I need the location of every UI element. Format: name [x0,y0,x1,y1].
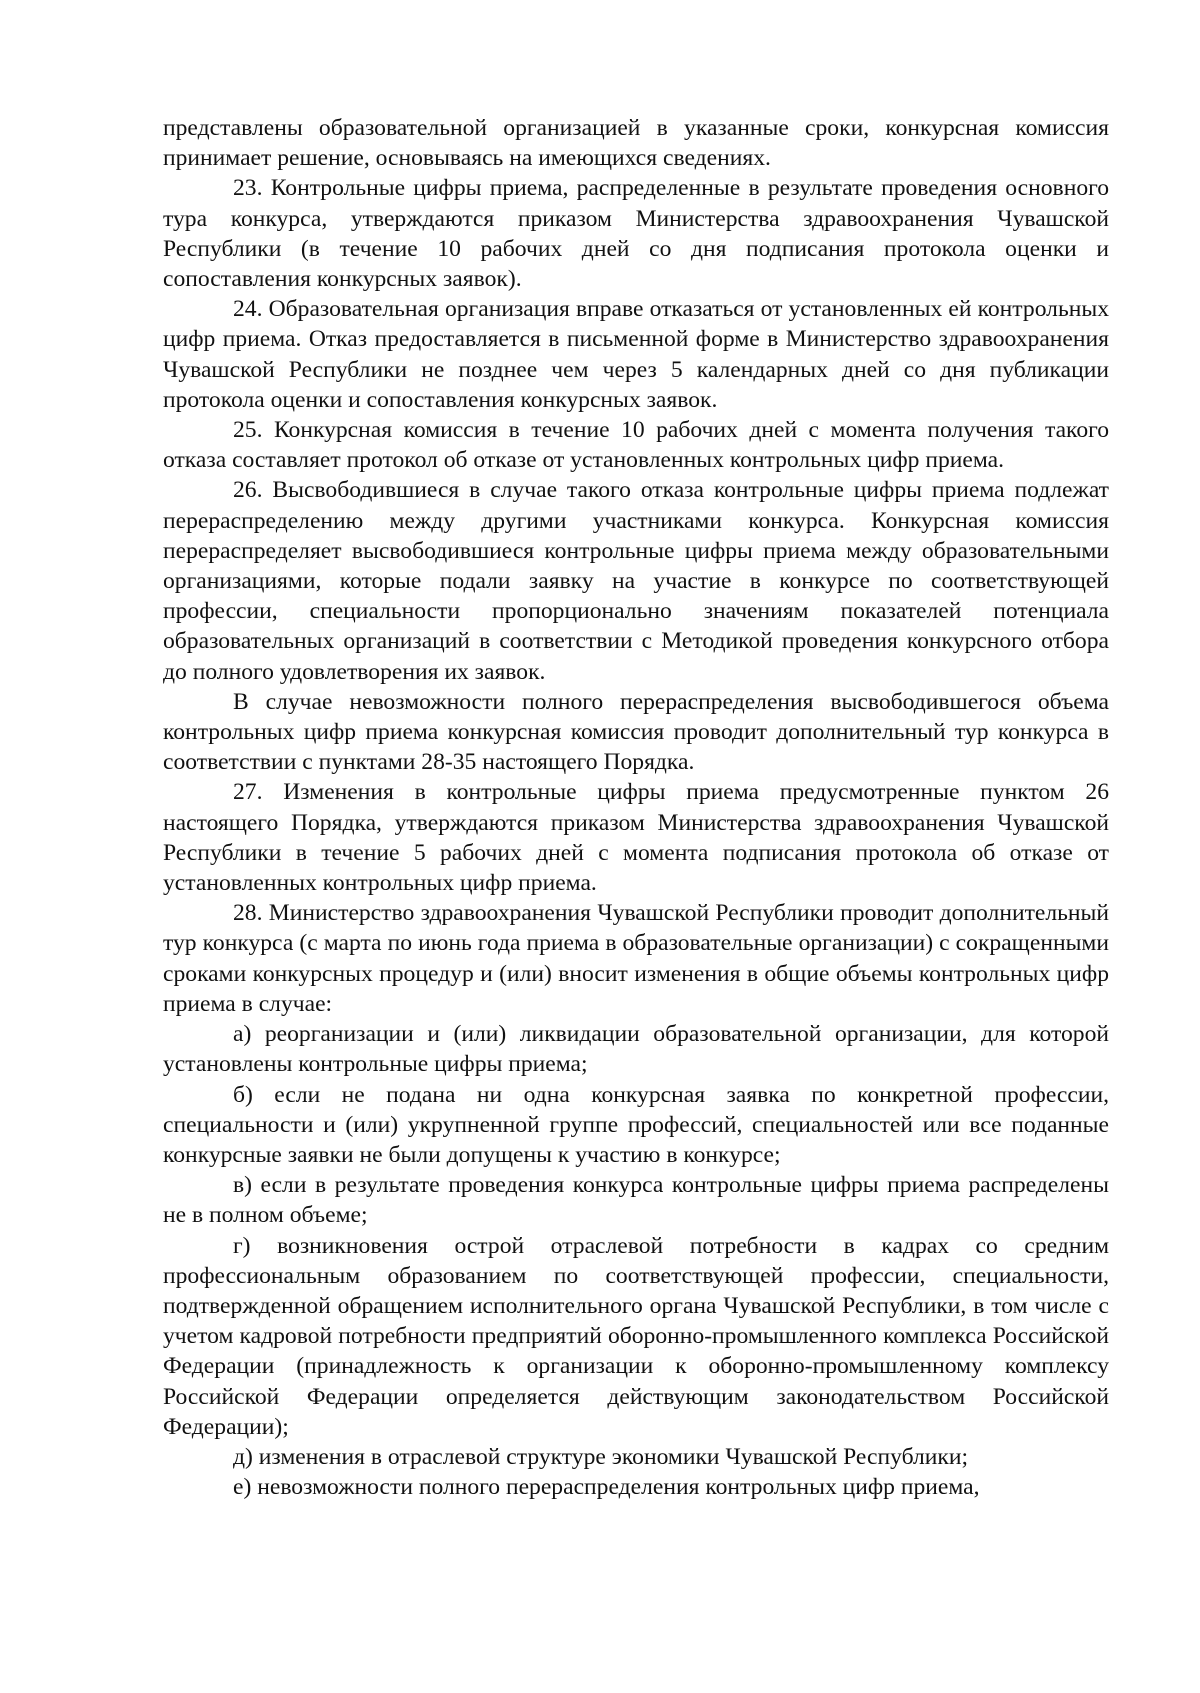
paragraph-item-26: 26. Высвободившиеся в случае такого отказа контрольные цифры приема подлежат перераспределению между другими участниками конкурса. Конкурсная комиссия перераспределяет высвободившиеся контрольные цифры приема между образовательными организациями, которые подали заявку на участие в конкурсе по соответствующей профессии, специальности пропорционально значениям показателей потенциала образовательных организаций в соответствии с Методикой проведения конкурсного отбора до полного удовлетворения их заявок. [163,477,1109,685]
paragraph-subitem-v: в) если в результате проведения конкурса контрольные цифры приема распределены не в полном объеме; [163,1172,1109,1229]
paragraph-item-24: 24. Образовательная организация вправе отказаться от установленных ей контрольных цифр приема. Отказ предоставляется в письменной форме в Министерство здравоохранения Чувашской Республики не позднее чем через 5 календарных дней со дня публикации протокола оценки и сопоставления конкурсных заявок. [163,296,1109,413]
paragraph-item-23: 23. Контрольные цифры приема, распределенные в результате проведения основного тура конкурса, утверждаются приказом Министерства здравоохранения Чувашской Республики (в течение 10 рабочих дней со дня подписания протокола оценки и сопоставления конкурсных заявок). [163,175,1109,293]
paragraph-continuation: представлены образовательной организацией в указанные сроки, конкурсная комиссия принимает решение, основываясь на имеющихся сведениях. [163,115,1109,172]
paragraph-subitem-b: б) если не подана ни одна конкурсная заявка по конкретной профессии, специальности и (или) укрупненной группе профессий, специальностей или все поданные конкурсные заявки не были допущены к участию в конкурсе; [163,1081,1109,1168]
paragraph-subitem-a: а) реорганизации и (или) ликвидации образовательной организации, для которой установлены контрольные цифры приема; [163,1021,1109,1078]
paragraph-subitem-g: г) возникновения острой отраслевой потребности в кадрах со средним профессиональным образованием по соответствующей профессии, специальности, подтвержденной обращением исполнительного органа Чувашской Республики, в том числе с учетом кадровой потребности предприятий оборонно-промышленного комплекса Российской Федерации (принадлежность к организации к оборонно-промышленному комплексу Российской Федерации определяется действующим законодательством Российской Федерации); [163,1232,1109,1440]
paragraph-item-26-continued: В случае невозможности полного перераспределения высвободившегося объема контрольных цифр приема конкурсная комиссия проводит дополнительный тур конкурса в соответствии с пунктами 28-35 настоящего Порядка. [163,688,1109,776]
paragraph-item-28: 28. Министерство здравоохранения Чувашской Республики проводит дополнительный тур конкурса (с марта по июнь года приема в образовательные организации) с сокращенными сроками конкурсных процедур и (или) вносит изменения в общие объемы контрольных цифр приема в случае: [163,900,1109,1017]
paragraph-subitem-d: д) изменения в отраслевой структуре экономики Чувашской Республики; [233,1443,969,1470]
paragraph-item-25: 25. Конкурсная комиссия в течение 10 рабочих дней с момента получения такого отказа составляет протокол об отказе от установленных контрольных цифр приема. [163,417,1109,474]
paragraph-subitem-e: е) невозможности полного перераспределения контрольных цифр приема, [233,1474,980,1501]
document-body [163,113,1109,1502]
paragraph-item-27: 27. Изменения в контрольные цифры приема предусмотренные пунктом 26 настоящего Порядка, утверждаются приказом Министерства здравоохранения Чувашской Республики в течение 5 рабочих дней с момента подписания протокола об отказе от установленных контрольных цифр приема. [163,779,1109,897]
